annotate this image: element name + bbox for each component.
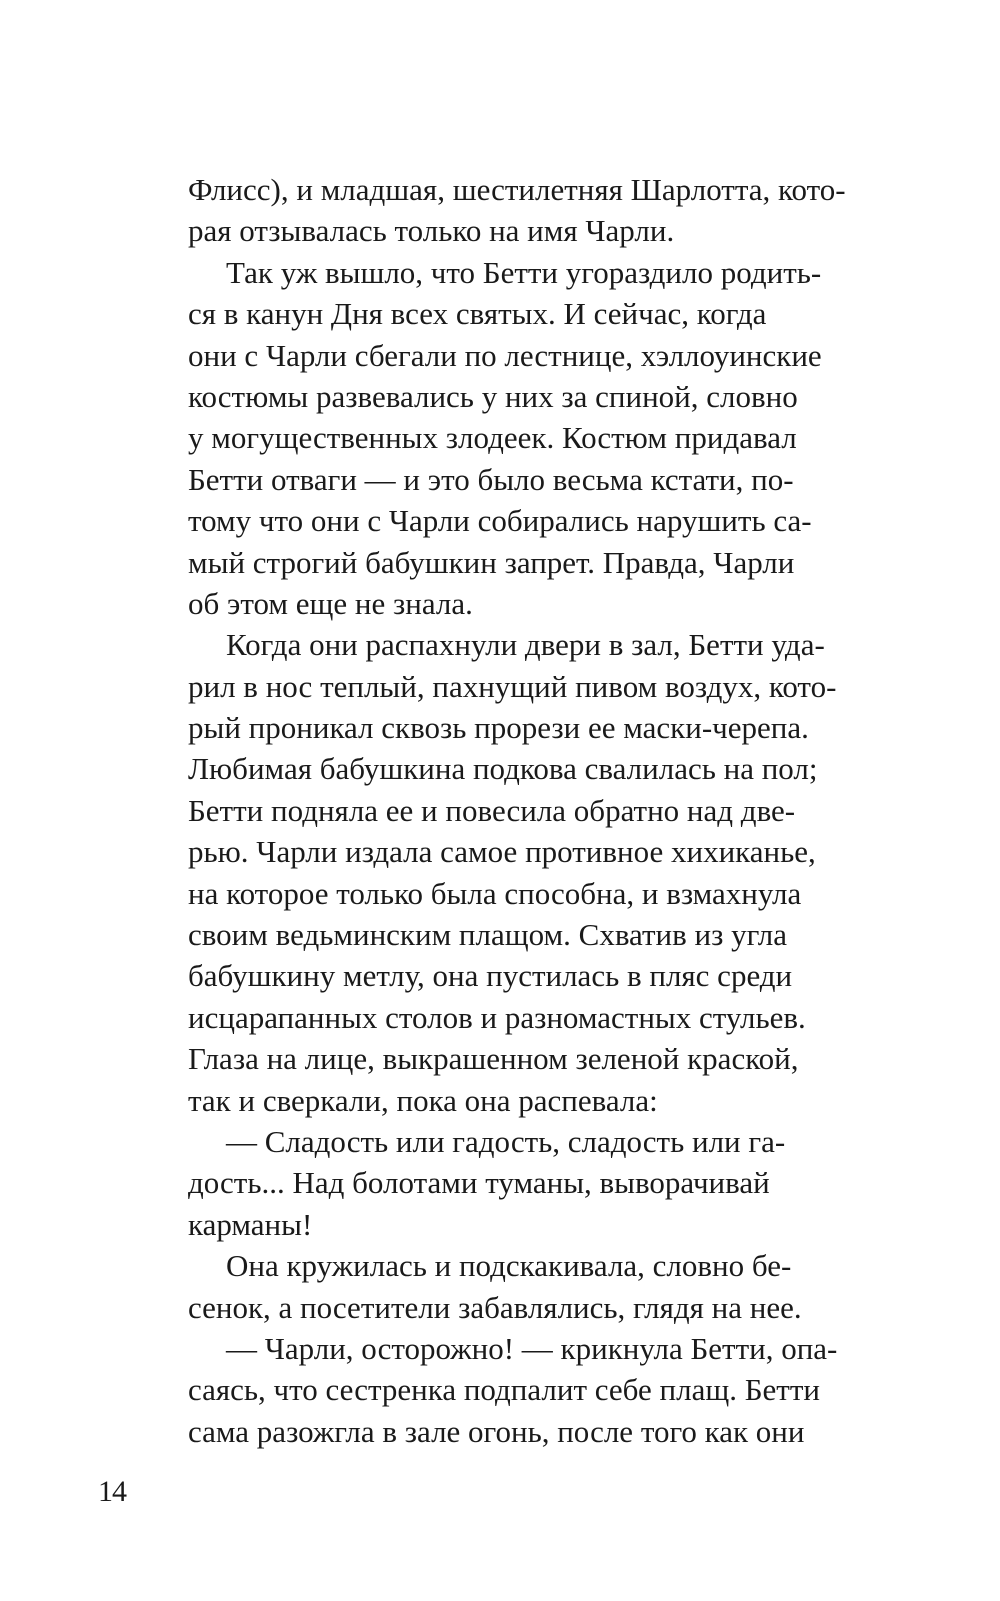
text-line: на которое только была способна, и взмахнула (188, 875, 802, 911)
text-line: сама разожгла в зале огонь, после того как они (188, 1413, 805, 1449)
text-line: у могущественных злодеек. Костюм придавал (188, 420, 797, 456)
text-line: своим ведьминским плащом. Схватив из угла (188, 917, 787, 953)
text-line: Когда они распахнули двери в зал, Бетти уда- (226, 627, 825, 663)
text-line: Так уж вышло, что Бетти угораздило родить- (226, 254, 822, 290)
text-line: мый строгий бабушкин запрет. Правда, Чарли (188, 544, 795, 580)
text-line: дость... Над болотами туманы, выворачивай (188, 1165, 770, 1201)
text-line: Бетти отваги — и это было весьма кстати, по- (188, 461, 794, 497)
text-line: Она кружилась и подскакивала, словно бе- (226, 1248, 792, 1284)
text-line: карманы! (188, 1206, 313, 1242)
text-line: Любимая бабушкина подкова свалилась на пол; (188, 751, 818, 787)
text-line: рью. Чарли издала самое противное хихиканье, (188, 834, 816, 870)
page-number: 14 (98, 1475, 126, 1508)
text-line: — Чарли, осторожно! — крикнула Бетти, опа- (226, 1330, 838, 1366)
text-line: об этом еще не знала. (188, 585, 473, 621)
text-line: сенок, а посетители забавлялись, глядя на нее. (188, 1289, 802, 1325)
text-line: костюмы развевались у них за спиной, словно (188, 378, 798, 414)
text-line: саясь, что сестренка подпалит себе плащ. Бетти (188, 1372, 820, 1408)
text-line: — Сладость или гадость, сладость или га- (226, 1123, 786, 1159)
text-line: рая отзывалась только на имя Чарли. (188, 213, 675, 249)
text-line: так и сверкали, пока она распевала: (188, 1082, 658, 1118)
body-text (188, 169, 858, 1452)
text-line: исцарапанных столов и разномастных стульев. (188, 999, 806, 1035)
text-line: ся в канун Дня всех святых. И сейчас, когда (188, 296, 767, 332)
text-line: Глаза на лице, выкрашенном зеленой краской, (188, 1041, 799, 1077)
text-line: тому что они с Чарли собирались нарушить са- (188, 503, 812, 539)
text-line: Бетти подняла ее и повесила обратно над две- (188, 792, 796, 828)
text-line: рил в нос теплый, пахнущий пивом воздух, кото- (188, 668, 837, 704)
text-line: Флисс), и младшая, шестилетняя Шарлотта, кото- (188, 172, 846, 207)
text-line: бабушкину метлу, она пустилась в пляс среди (188, 958, 793, 994)
text-line: рый проникал сквозь прорези ее маски-черепа. (188, 710, 809, 746)
text-line: они с Чарли сбегали по лестнице, хэллоуинские (188, 337, 822, 373)
